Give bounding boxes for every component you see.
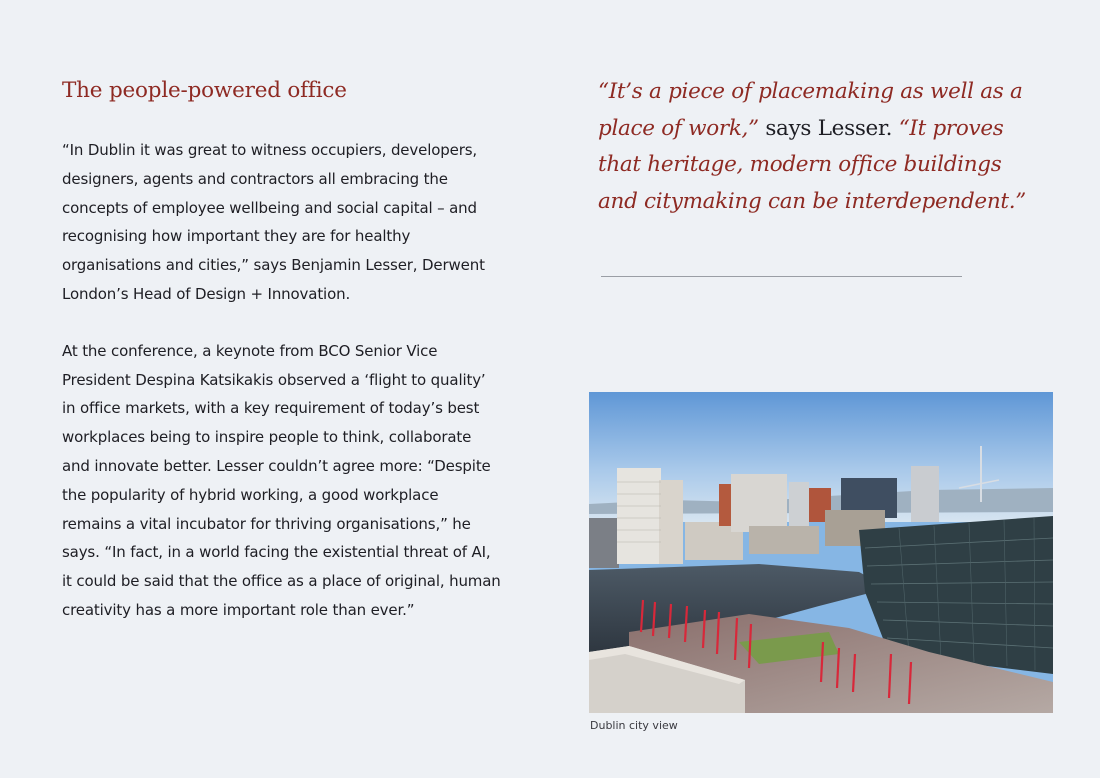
pull-quote: [598, 74, 1038, 220]
quote-divider: [601, 276, 962, 277]
dublin-city-photo: [589, 392, 1053, 713]
article-column: [62, 76, 502, 625]
photo-caption: Dublin city view: [590, 719, 678, 732]
pull-quote-part-2: “It proves that heritage, modern office buildings and citymaking can be interdependent.”: [598, 115, 1026, 214]
body-paragraph-2: At the conference, a keynote from BCO Senior Vice President Despina Katsikakis observed a ‘flight to quality’ in office markets, with a key requirement of today’s best workplaces being to inspire people to think, collaborate and innovate better. Lesser couldn’t agree more: “Despite the popularity of hybrid working, a good workplace remains a vital incubator for thriving organisations,” he says. “In fact, in a world facing the existential threat of AI, it could be said that the office as a place of original, human creativity has a more important role than ever.”: [62, 341, 501, 619]
section-heading: The people-powered office: [62, 78, 347, 103]
pull-quote-part-1: “It’s a piece of placemaking as well as a place of work,”: [598, 79, 1023, 141]
body-paragraph-1: “In Dublin it was great to witness occupiers, developers, designers, agents and contractors all embracing the concepts of employee wellbeing and social capital – and recognising how important they are for healthy organisations and cities,” says Benjamin Lesser, Derwent London’s Head of Design + Innovation.: [62, 141, 485, 303]
pull-quote-attribution: says Lesser.: [765, 115, 893, 141]
